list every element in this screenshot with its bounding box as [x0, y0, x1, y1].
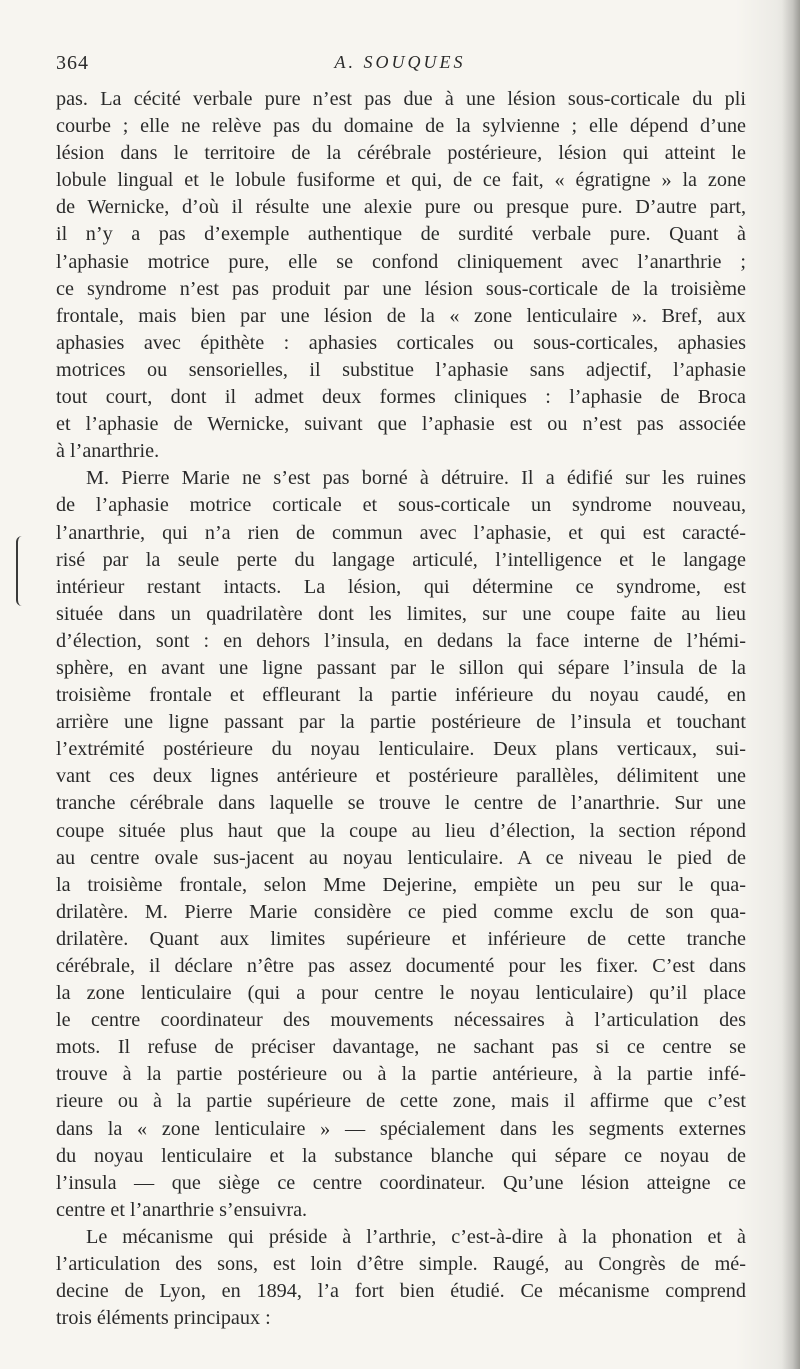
text-line: frontale, mais bien par une lésion de la « zone lenticulaire ». Bref, aux: [56, 304, 746, 327]
text-line: lobule lingual et le lobule fusiforme et qui, de ce fait, « égratigne » la zone: [56, 169, 746, 192]
text-line: courbe ; elle ne relève pas du domaine de la sylvienne ; elle dépend d’une: [56, 115, 746, 138]
text-line: drilatère. M. Pierre Marie considère ce pied comme exclu de son qua-: [56, 900, 746, 923]
text-line: tranche cérébrale dans laquelle se trouve le centre de l’anarthrie. Sur une: [56, 792, 746, 815]
text-line: au centre ovale sus-jacent au noyau lenticulaire. A ce niveau le pied de: [56, 846, 746, 869]
text-line: M. Pierre Marie ne s’est pas borné à détruire. Il a édifié sur les ruines: [86, 467, 746, 490]
text-line: et l’aphasie de Wernicke, suivant que l’aphasie est ou n’est pas associée: [56, 413, 746, 436]
text-line: l’extrémité postérieure du noyau lenticulaire. Deux plans verticaux, sui-: [56, 738, 746, 761]
text-line: le centre coordinateur des mouvements nécessaires à l’articulation des: [56, 1009, 746, 1032]
body-text: [56, 86, 746, 1332]
text-line: vant ces deux lignes antérieure et postérieure parallèles, délimitent une: [56, 765, 746, 788]
text-line: Le mécanisme qui préside à l’arthrie, c’est-à-dire à la phonation et à: [86, 1225, 746, 1248]
text-line: la troisième frontale, selon Mme Dejerine, empiète un peu sur le qua-: [56, 873, 746, 896]
margin-bracket-mark: [16, 536, 28, 606]
text-line: decine de Lyon, en 1894, l’a fort bien étudié. Ce mécanisme comprend: [56, 1280, 746, 1303]
text-line: l’articulation des sons, est loin d’être simple. Raugé, au Congrès de mé-: [56, 1253, 746, 1276]
text-line: la zone lenticulaire (qui a pour centre le noyau lenticulaire) qu’il place: [56, 982, 746, 1005]
text-line: située dans un quadrilatère dont les limites, sur une coupe faite au lieu: [56, 602, 746, 625]
page-header: [56, 52, 744, 82]
text-line: sphère, en avant une ligne passant par le sillon qui sépare l’insula de la: [56, 656, 746, 679]
text-line: motrices ou sensorielles, il substitue l’aphasie sans adjectif, l’aphasie: [56, 358, 746, 381]
text-line: de Wernicke, d’où il résulte une alexie pure ou presque pure. D’autre part,: [56, 196, 746, 219]
text-line: trois éléments principaux :: [56, 1307, 271, 1330]
text-line: intérieur restant intacts. La lésion, qui détermine ce syndrome, est: [56, 575, 746, 598]
text-line: troisième frontale et effleurant la partie inférieure du noyau caudé, en: [56, 684, 746, 707]
text-line: dans la « zone lenticulaire » — spécialement dans les segments externes: [56, 1117, 746, 1140]
text-line: coupe située plus haut que la coupe au lieu d’élection, la section répond: [56, 819, 746, 842]
text-line: à l’anarthrie.: [56, 440, 160, 463]
text-line: drilatère. Quant aux limites supérieure et inférieure de cette tranche: [56, 927, 746, 950]
text-line: pas. La cécité verbale pure n’est pas due à une lésion sous-corticale du pli: [56, 88, 746, 110]
text-line: de l’aphasie motrice corticale et sous-corticale un syndrome nouveau,: [56, 494, 746, 517]
running-head: A. SOUQUES: [334, 52, 466, 72]
text-line: centre et l’anarthrie s’ensuivra.: [56, 1198, 308, 1221]
text-line: rieure ou à la partie supérieure de cette zone, mais il affirme que c’est: [56, 1090, 746, 1113]
text-line: tout court, dont il admet deux formes cliniques : l’aphasie de Broca: [56, 386, 746, 409]
text-line: l’anarthrie, qui n’a rien de commun avec l’aphasie, et qui est caracté-: [56, 521, 746, 544]
page-edge-shadow: [782, 0, 800, 1369]
text-line: l’aphasie motrice pure, elle se confond cliniquement avec l’anarthrie ;: [56, 250, 746, 273]
text-line: l’insula — que siège ce centre coordinateur. Qu’une lésion atteigne ce: [56, 1171, 746, 1194]
page-number: 364: [56, 52, 89, 74]
text-line: arrière une ligne passant par la partie postérieure de l’insula et touchant: [56, 711, 746, 734]
text-line: risé par la seule perte du langage articulé, l’intelligence et le langage: [56, 548, 746, 571]
text-line: ce syndrome n’est pas produit par une lésion sous-corticale de la troisième: [56, 277, 746, 300]
text-line: il n’y a pas d’exemple authentique de surdité verbale pure. Quant à: [56, 223, 746, 246]
text-line: d’élection, sont : en dehors l’insula, en dedans la face interne de l’hémi-: [56, 629, 746, 652]
text-line: lésion dans le territoire de la cérébrale postérieure, lésion qui atteint le: [56, 142, 746, 165]
text-line: aphasies avec épithète : aphasies corticales ou sous-corticales, aphasies: [56, 331, 746, 354]
text-line: mots. Il refuse de préciser davantage, ne sachant pas si ce centre se: [56, 1036, 746, 1059]
text-line: cérébrale, il déclare n’être pas assez documenté pour les fixer. C’est dans: [56, 955, 746, 977]
text-line: trouve à la partie postérieure ou à la partie antérieure, à la partie infé-: [56, 1063, 746, 1086]
text-line: du noyau lenticulaire et la substance blanche qui sépare ce noyau de: [56, 1144, 746, 1167]
